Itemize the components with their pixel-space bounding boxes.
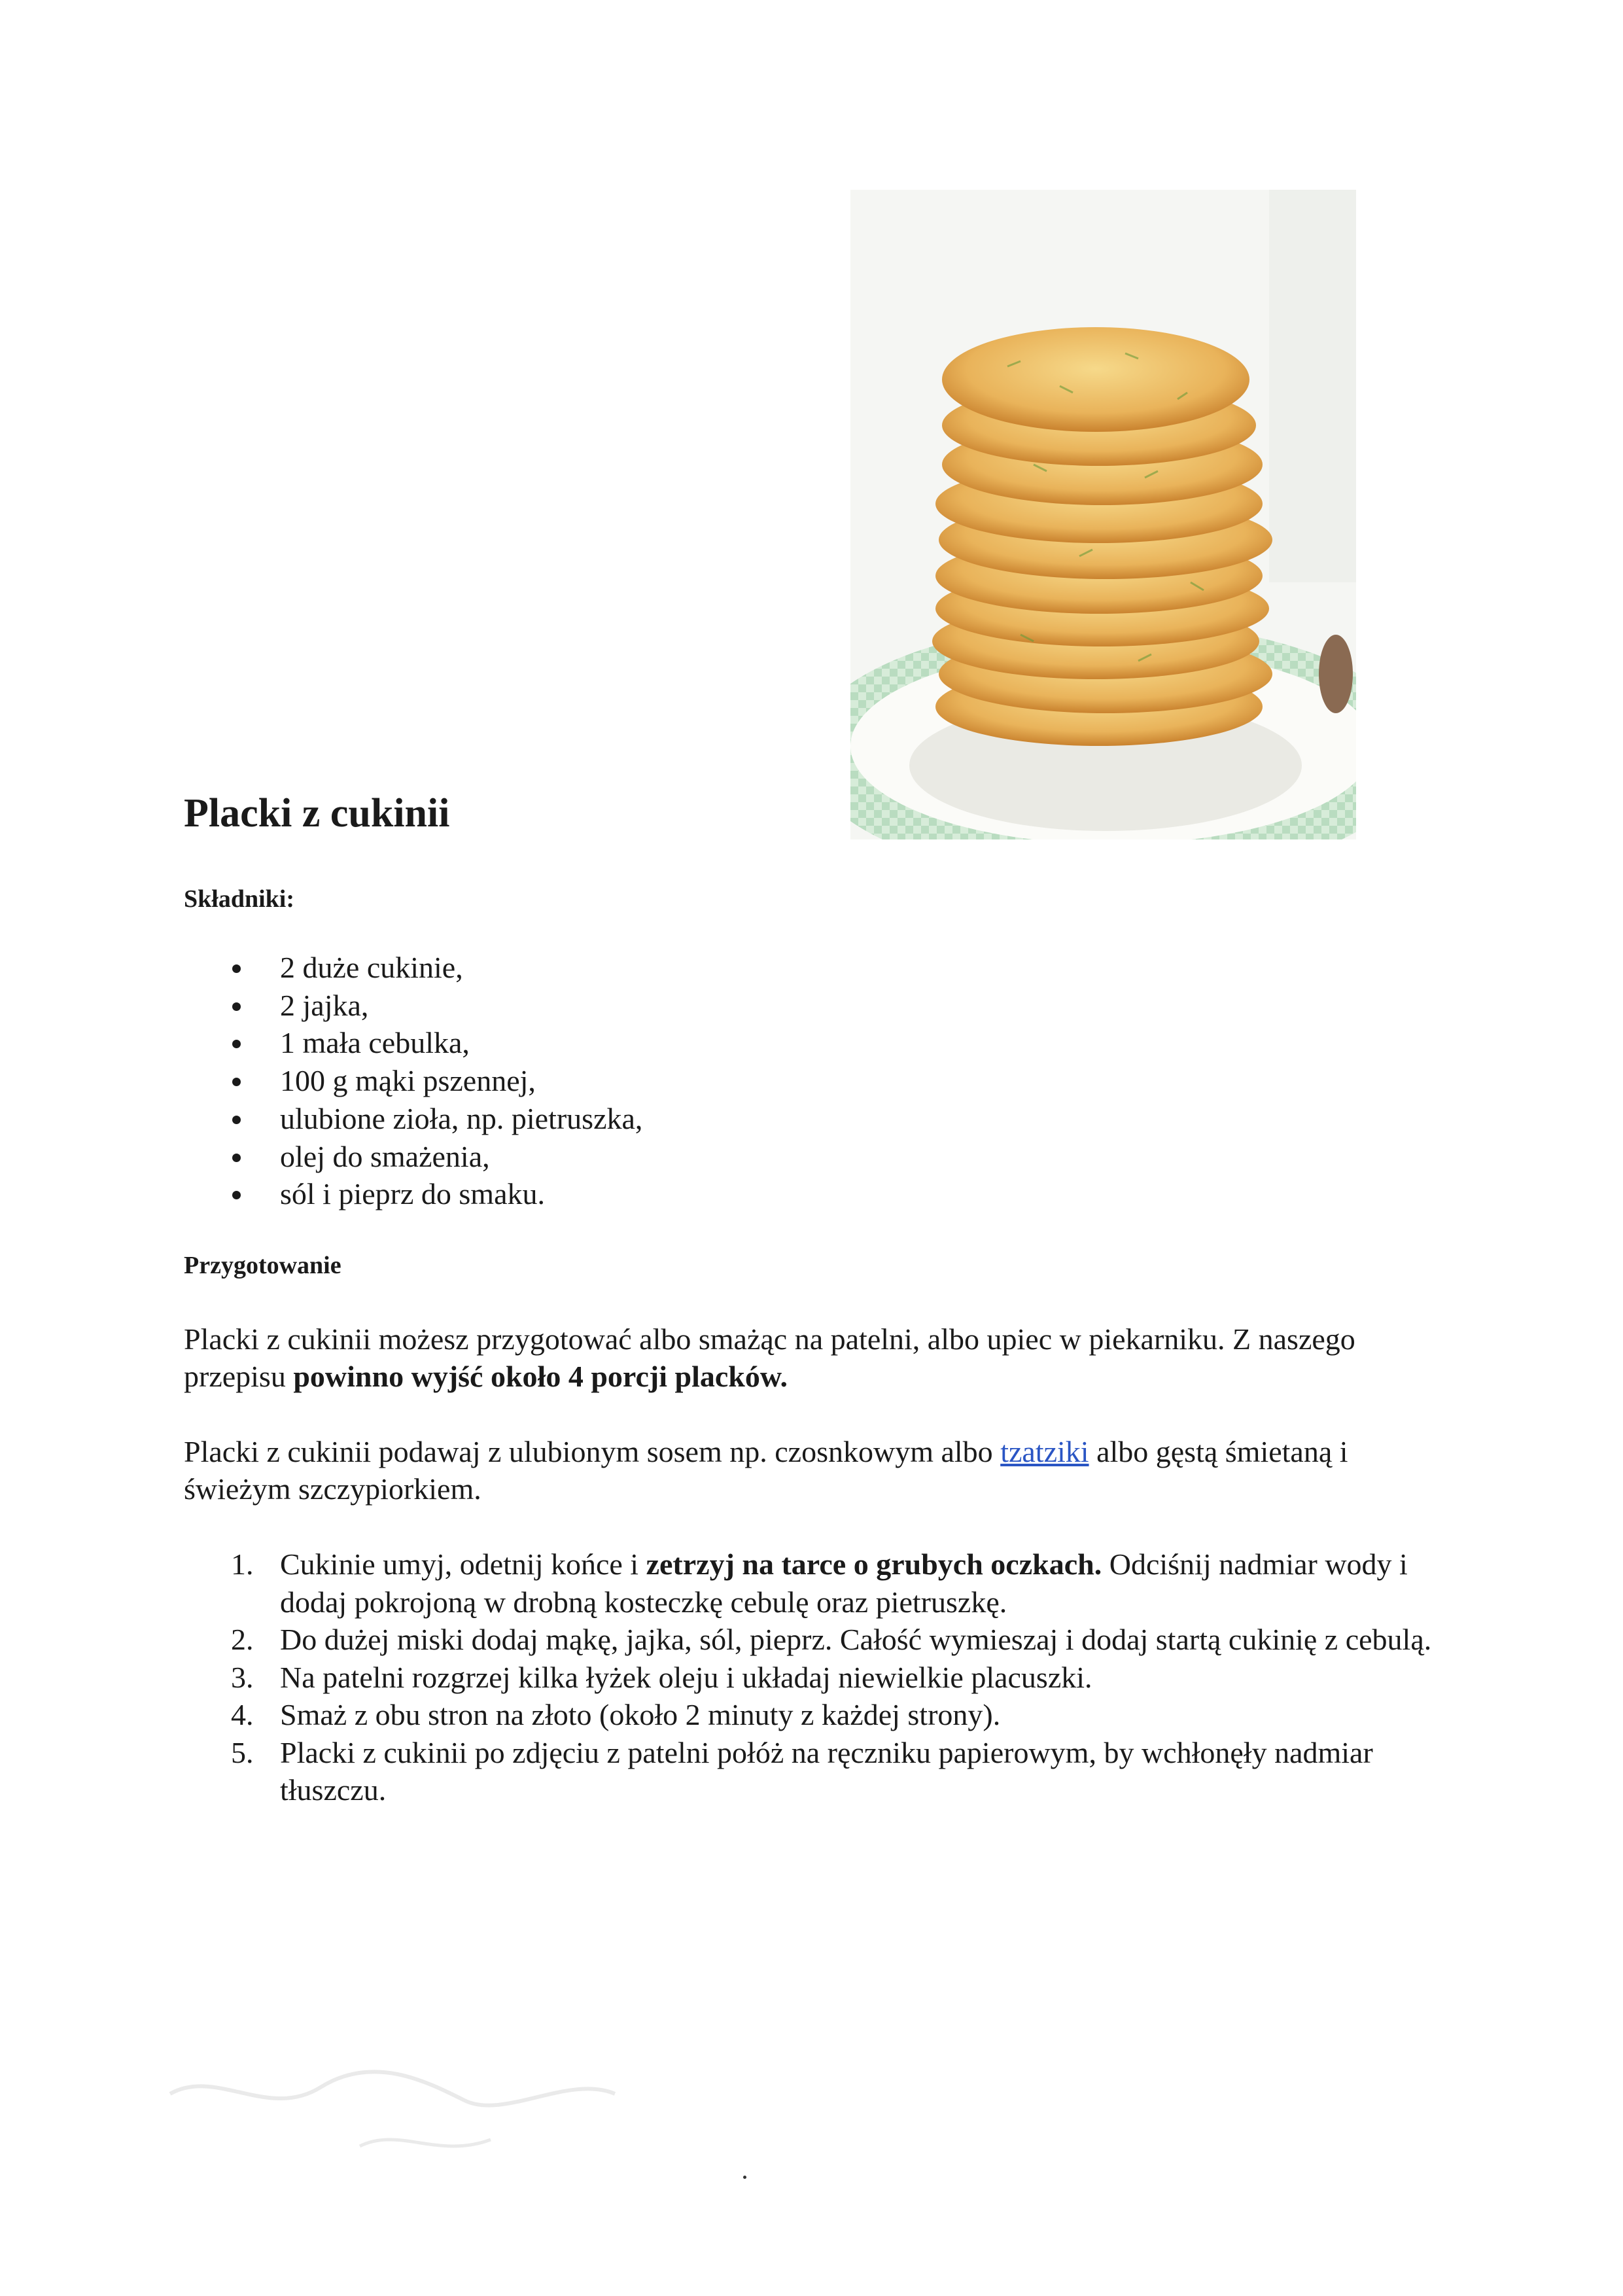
pancake-layers — [932, 327, 1272, 746]
ingredient-item: 2 jajka, — [184, 987, 1100, 1025]
intro-paragraph — [184, 1320, 1427, 1395]
step-item — [184, 1621, 1440, 1659]
step-text: Cukinie umyj, odetnij końce i — [280, 1547, 646, 1581]
step-item — [184, 1734, 1440, 1809]
step-text: Do dużej miski dodaj mąkę, jajka, sól, pieprz. Całość wymieszaj i dodaj startą cukinię z cebulą. — [280, 1623, 1432, 1656]
step-text: Smaż z obu stron na złoto (około 2 minuty z każdej strony). — [280, 1698, 1001, 1731]
preparation-heading: Przygotowanie — [184, 1252, 341, 1279]
intro-bold-text: powinno wyjść około 4 porcji placków. — [293, 1360, 788, 1393]
serving-paragraph — [184, 1433, 1427, 1508]
step-text: Placki z cukinii po zdjęciu z patelni połóż na ręczniku papierowym, by wchłonęły nadmiar tłuszczu. — [280, 1735, 1373, 1807]
ingredient-item: 100 g mąki pszennej, — [184, 1062, 1100, 1100]
step-number: 4. — [231, 1698, 254, 1731]
ingredient-item: 1 mała cebulka, — [184, 1024, 1100, 1062]
step-number: 1. — [231, 1547, 254, 1581]
step-item — [184, 1696, 1440, 1734]
step-number: 5. — [231, 1735, 254, 1769]
ingredient-item: 2 duże cukinie, — [184, 949, 1100, 987]
ingredient-item: olej do smażenia, — [184, 1138, 1100, 1176]
intro-text: Placki z cukinii możesz przygotować albo smażąc na patelni, albo upiec w piekarniku. Z naszego przepisu — [184, 1322, 1355, 1393]
pancake-stack-photo — [850, 190, 1356, 839]
tzatziki-link[interactable]: tzatziki — [1000, 1435, 1089, 1468]
ingredient-item: sól i pieprz do smaku. — [184, 1175, 1100, 1213]
serving-text-end: albo gęstą śmietaną i świeżym szczypiorkiem. — [184, 1435, 1348, 1506]
ingredient-item: ulubione zioła, np. pietruszka, — [184, 1100, 1100, 1138]
step-text: Na patelni rozgrzej kilka łyżek oleju i układaj niewielkie placuszki. — [280, 1660, 1092, 1694]
step-item — [184, 1659, 1440, 1697]
step-bold-text: zetrzyj na tarce o grubych oczkach. — [646, 1547, 1102, 1581]
ingredients-list — [184, 949, 1100, 1213]
step-text-end: Odciśnij nadmiar wody i dodaj pokrojoną w drobną kosteczkę cebulę oraz pietruszkę. — [280, 1547, 1408, 1619]
step-number: 3. — [231, 1660, 254, 1694]
pancake-stack-illustration — [850, 190, 1356, 839]
step-item — [184, 1545, 1440, 1621]
serving-text-start: Placki z cukinii podawaj z ulubionym sosem np. czosnkowym albo — [184, 1435, 1001, 1468]
ingredients-heading: Składniki: — [184, 885, 294, 913]
steps-list — [184, 1545, 1440, 1809]
scan-speck — [743, 2176, 746, 2179]
step-number: 2. — [231, 1623, 254, 1656]
scan-bleedthrough-mark — [164, 2041, 621, 2172]
recipe-title: Placki z cukinii — [184, 791, 450, 836]
